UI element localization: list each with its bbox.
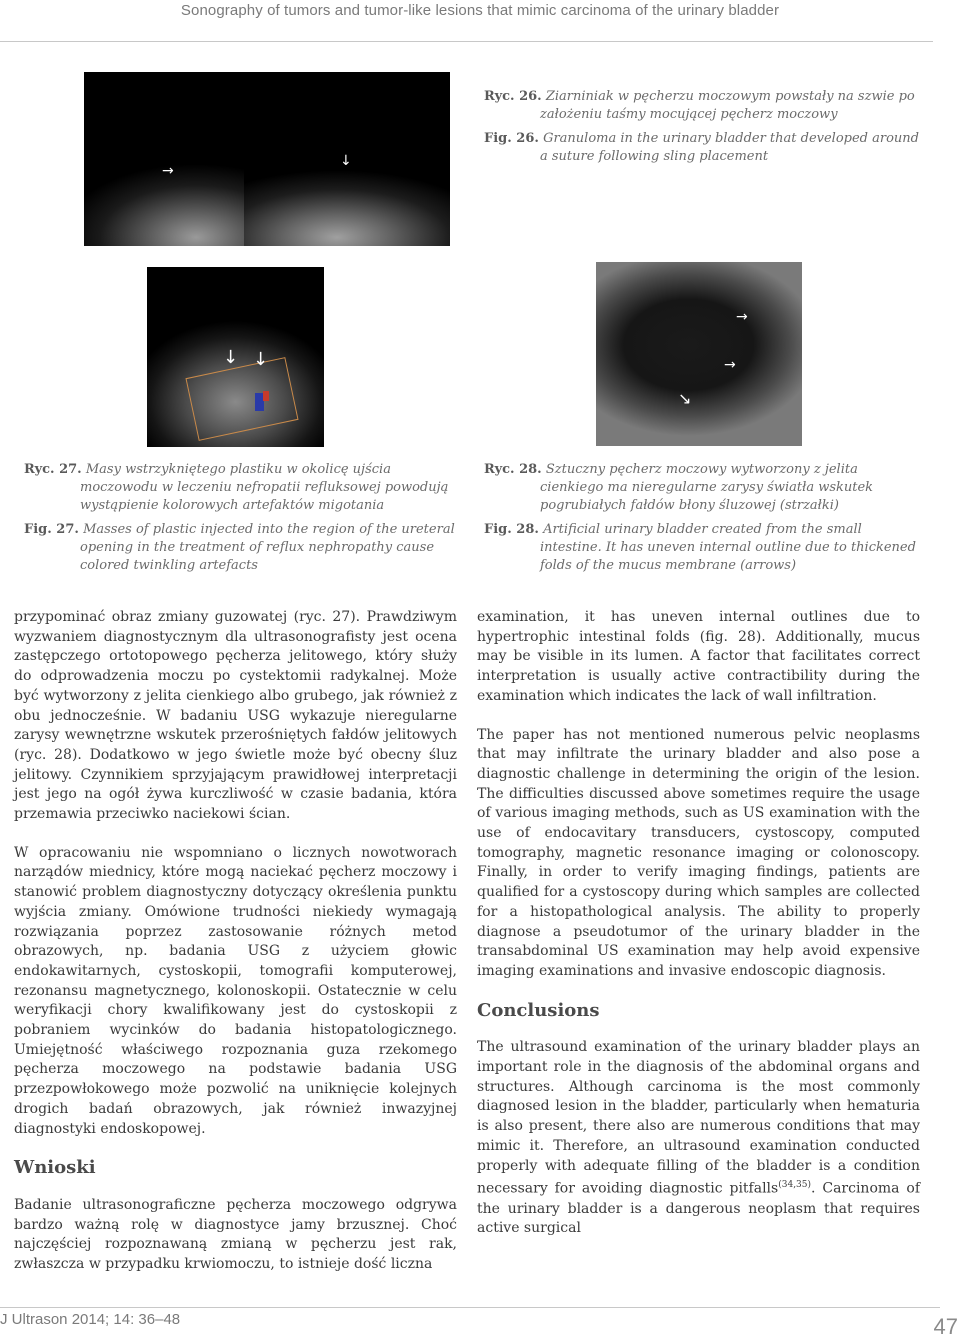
arrow-icon: ↘ [678, 389, 692, 408]
left-paragraph-2: W opracowaniu nie wspomniano o licznych nowotworach narządów miednicy, które mogą naciekać pęcherz moczowy i stanowić problem diagnostyczny dotyczący określenia punktu wyjścia zmiany. Omówione trudności niekiedy wymagają rozwiązania poprzez zastosowanie różnych metod obrazowych, np. badania USG z użyciem głowic endokawitarnych, cystoskopii, tomografii komputerowej, rezonansu magnetycznego, kolonoskopii. Ostatecznie w celu weryfikacji chory kwalifikowany jest do cystoskopii z pobraniem wycinków do badania histopatologicznego. Umiejętność właściwego rozpoznania guza rzekomego pęcherza moczowego na podstawie badania USG przezpowłokowego może pozwolić na uniknięcie kolejnych drogich badań obrazowych, jak również inwazyjnej diagnostyki endoskopowej. [14, 844, 457, 1137]
right-paragraph-3: The ultrasound examination of the urinary bladder plays an important role in the diagnosis of the abdominal organs and structures. Although carcinoma is the most commonly diagnosed lesion in the bladder, particularly when hematuria is also present, there also are numerous conditions that may mimic it. Therefore, an ultrasound examination conducted properly with adequate filling of the bladder is a condition necessary for avoiding diagnostic pitfalls$^{(34,35)}$. Carcinoma of the urinary bladder is a dangerous neoplasm that requires active surgical [477, 1039, 920, 1237]
arrow-icon: ↓ [223, 347, 239, 368]
section-heading-wnioski: Wnioski [14, 1157, 96, 1179]
arrow-icon: ↓ [340, 153, 352, 169]
fig26-ultrasound-right [244, 72, 450, 246]
arrow-icon: → [736, 309, 748, 325]
running-title: Sonography of tumors and tumor-like lesions that mimic carcinoma of the urinary bladder [180, 2, 780, 19]
arrow-icon: → [162, 163, 174, 179]
fig27-caption [24, 461, 456, 581]
fig26-caption-en: Fig. 26. Granuloma in the urinary bladder that developed around a suture following sling placement [484, 131, 919, 164]
section-heading-conclusions: Conclusions [477, 999, 600, 1021]
fig26-caption-pl: Ryc. 26. Ziarniniak w pęcherzu moczowym powstały na szwie po założeniu taśmy mocującej pęcherz moczowy [484, 89, 915, 122]
fig28-caption-en: Fig. 28. Artificial urinary bladder created from the small intestine. It has uneven internal outline due to thickened folds of the mucus membrane (arrows) [484, 522, 916, 573]
running-header [0, 0, 960, 26]
doppler-color-red [263, 391, 269, 401]
journal-citation: J Ultrason 2014; 14: 36–48 [0, 1311, 181, 1328]
fig28-caption [484, 461, 924, 581]
fig27-doppler-image [147, 267, 324, 447]
arrow-icon: ↓ [253, 349, 269, 370]
right-paragraph-1: examination, it has uneven internal outlines due to hypertrophic intestinal folds (fig. 28). Additionally, mucus may be visible in its lumen. A factor that facilitates correct interpretation is usually active contractibility during the examination which indicates the lack of wall infiltration. [477, 609, 920, 704]
left-paragraph-1: przypominać obraz zmiany guzowatej (ryc. 27). Prawdziwym wyzwaniem diagnostycznym dla ultrasonografisty jest ocena zastępczego ortotopowego pęcherza jelitowego, który służy do odprowadzenia moczu po cystektomii radykalnej. Może być wytworzony z jelita cienkiego albo grubego, jak również z obu jednocześnie. W badaniu USG wykazuje nieregularne zarysy wewnętrzne wskutek przerośniętych fałdów jelitowych (ryc. 28). Dodatkowo w jego świetle może być obecny śluz jelitowy. Czynnikiem sprzyjającym prawidłowej interpretacji jest jego na ogół żywa kurczliwość w czasie badania, która przemawia przeciwko naciekowi ścian. [14, 609, 457, 823]
citation-superscript: (34,35) [778, 1180, 812, 1191]
right-paragraph-2: The paper has not mentioned numerous pelvic neoplasms that may infiltrate the urinary bladder and also pose a diagnostic challenge in determining the origin of the lesion. The difficulties discussed above sometimes require the usage of various imaging methods, such as US examination with the use of endocavitary transducers, cystoscopy, computed tomography, magnetic resonance imaging or colonoscopy. Finally, in order to verify imaging findings, patients are qualified for a cystoscopy during which samples are collected for a histopathological analysis. The ability to properly diagnose a pseudotumor of the urinary bladder in the transabdominal US examination may help avoid expensive imaging examinations and invasive endoscopic diagnosis. [477, 726, 920, 979]
fig27-caption-pl: Ryc. 27. Masy wstrzykniętego plastiku w okolicę ujścia moczowodu w leczeniu nefropatii refluksowej powodują wystąpienie kolorowych artefaktów migotania [24, 462, 449, 513]
right-column [477, 608, 920, 1258]
fig28-ultrasound-image [596, 262, 802, 446]
fig27-caption-en: Fig. 27. Masses of plastic injected into the region of the ureteral opening in the treatment of reflux nephropathy cause colored twinkling artefacts [24, 522, 455, 573]
page-number: 47 [933, 1314, 958, 1339]
left-column [14, 608, 457, 1294]
fig28-caption-pl: Ryc. 28. Sztuczny pęcherz moczowy wytworzony z jelita cienkiego ma nieregularne zarysy światła wskutek pogrubiałych fałdów błony śluzowej (strzałki) [484, 462, 874, 513]
left-paragraph-3: Badanie ultrasonograficzne pęcherza moczowego odgrywa bardzo ważną rolę w diagnostyce jamy brzusznej. Choć najczęściej rozpoznawaną zmianą w pęcherzu jest rak, zwłaszcza w przypadku krwiomoczu, to istnieje dość liczna [14, 1196, 457, 1273]
fig26-caption [484, 88, 924, 172]
fig26-ultrasound-left [84, 72, 244, 246]
arrow-icon: → [724, 357, 736, 373]
header-rule [0, 41, 933, 42]
footer-rule [0, 1307, 940, 1308]
